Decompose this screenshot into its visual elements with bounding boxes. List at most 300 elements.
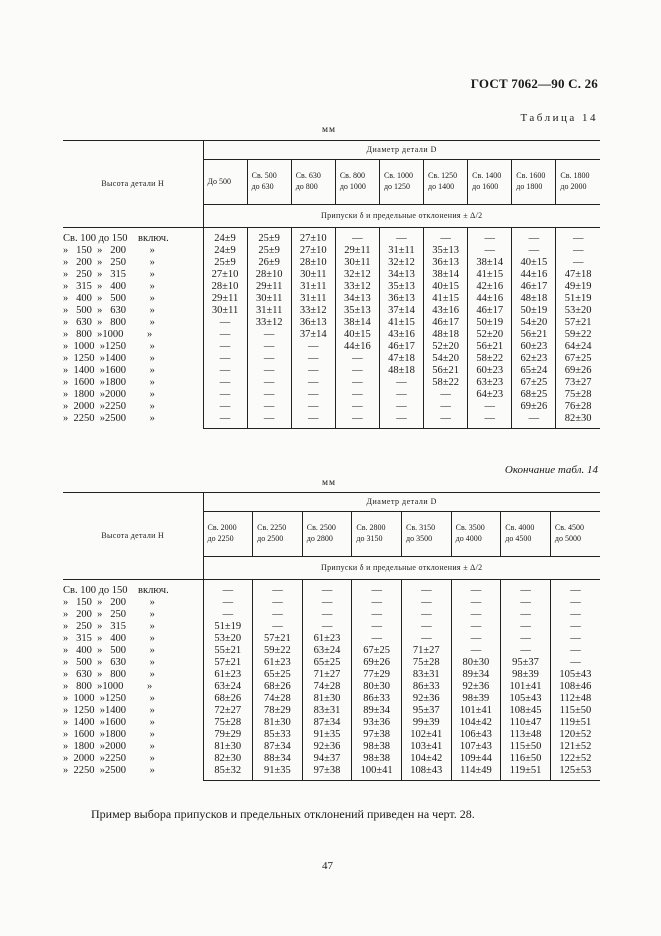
table-cell: 61±23 — [203, 669, 253, 681]
table-cell: — — [424, 413, 468, 429]
table-cell: 60±23 — [468, 365, 512, 377]
table-cell: — — [335, 401, 379, 413]
table-cell: — — [291, 413, 335, 429]
table-row — [63, 609, 600, 621]
table-cell: — — [247, 365, 291, 377]
table-cell: 53±20 — [556, 305, 600, 317]
table-cell: 87±34 — [302, 717, 352, 729]
table-title-continued: Окончание табл. 14 — [504, 464, 598, 476]
table-cell: 97±38 — [352, 729, 402, 741]
table-cell: 98±39 — [501, 669, 551, 681]
table-cell: 27±10 — [291, 228, 335, 246]
table-cell: 92±36 — [402, 693, 452, 705]
table-cell: — — [550, 621, 600, 633]
table-cell: 89±34 — [352, 705, 402, 717]
table-cell: 104±42 — [451, 717, 501, 729]
table-cell: 122±52 — [550, 753, 600, 765]
table-row — [63, 413, 600, 429]
table-cell: 69±26 — [556, 365, 600, 377]
row-label: » 315 » 400 » — [63, 281, 155, 292]
table-row — [63, 681, 600, 693]
row-label: » 500 » 630 » — [63, 657, 155, 668]
table-cell: 115±50 — [501, 741, 551, 753]
column-header-line: до 2250 — [207, 534, 234, 543]
table-cell: — — [556, 228, 600, 246]
table-cell: 40±15 — [424, 281, 468, 293]
table-cell: 101±41 — [451, 705, 501, 717]
table-cell: 115±50 — [550, 705, 600, 717]
table-cell: — — [247, 377, 291, 389]
row-label: » 1800 »2000 » — [63, 741, 155, 752]
footnote-text: Пример выбора припусков и предельных отклонений приведен на черт. 28. — [91, 807, 475, 821]
table-cell: 31±11 — [247, 305, 291, 317]
table-row — [63, 729, 600, 741]
table-cell: 77±29 — [352, 669, 402, 681]
column-header — [556, 160, 600, 205]
table-cell: 64±24 — [556, 341, 600, 353]
table-cell: — — [291, 365, 335, 377]
row-label: Св. 100 до 150 включ. — [63, 233, 169, 244]
table-cell: 50±19 — [468, 317, 512, 329]
row-label: » 1400 »1600 » — [63, 365, 155, 376]
table-cell: — — [379, 389, 423, 401]
table-cell: — — [424, 389, 468, 401]
table-cell: — — [247, 353, 291, 365]
table-cell: 57±21 — [203, 657, 253, 669]
table-cell: 75±28 — [556, 389, 600, 401]
table-cell: — — [550, 645, 600, 657]
table-cell: — — [451, 633, 501, 645]
column-header-line: Св. 1000 — [383, 171, 414, 181]
table-cell: 34±13 — [379, 269, 423, 281]
table-cell: 51±19 — [203, 621, 253, 633]
table-cell: 107±43 — [451, 741, 501, 753]
table-row — [63, 365, 600, 377]
table-cell: 33±12 — [291, 305, 335, 317]
table-cell: 27±10 — [203, 269, 247, 281]
table-cell: 28±10 — [203, 281, 247, 293]
table-cell: — — [247, 341, 291, 353]
table-cell: — — [247, 329, 291, 341]
table-cell: 98±39 — [451, 693, 501, 705]
table-cell: 43±16 — [424, 305, 468, 317]
table-row — [63, 717, 600, 729]
table-cell: — — [203, 389, 247, 401]
table-cell: — — [424, 228, 468, 246]
table-cell: 24±9 — [203, 228, 247, 246]
table-cell: 81±30 — [253, 717, 303, 729]
column-header-line: Св. 2250 — [257, 523, 287, 533]
table-cell: 40±15 — [335, 329, 379, 341]
table-cell: 69±26 — [352, 657, 402, 669]
table-cell: 47±18 — [556, 269, 600, 281]
column-header-line: до 2000 — [560, 182, 587, 191]
row-label: » 150 » 200 » — [63, 597, 155, 608]
table-cell: — — [203, 580, 253, 598]
table-cell: 57±21 — [556, 317, 600, 329]
row-label: » 1000 »1250 » — [63, 341, 155, 352]
table-cell: 47±18 — [379, 353, 423, 365]
table-cell: 46±17 — [468, 305, 512, 317]
table-cell: 54±20 — [424, 353, 468, 365]
table-cell: 74±28 — [253, 693, 303, 705]
column-header-line: до 630 — [251, 182, 274, 191]
table-cell: — — [203, 377, 247, 389]
column-header-line: Св. 3500 — [455, 523, 485, 533]
table-row — [63, 741, 600, 753]
table-cell: 64±23 — [468, 389, 512, 401]
table-cell: — — [302, 609, 352, 621]
table-cell: 69±26 — [512, 401, 556, 413]
table-cell: 75±28 — [203, 717, 253, 729]
table-cell: 110±47 — [501, 717, 551, 729]
table-row — [63, 753, 600, 765]
table-cell: 41±15 — [424, 293, 468, 305]
table-cell: 76±28 — [556, 401, 600, 413]
table-cell: 92±36 — [302, 741, 352, 753]
column-header — [203, 512, 253, 557]
unit-label: мм — [322, 125, 337, 135]
table-cell: 52±20 — [468, 329, 512, 341]
table-cell: 108±43 — [402, 765, 452, 781]
table-cell: 41±15 — [379, 317, 423, 329]
table-cell: 35±13 — [379, 281, 423, 293]
table-cell: — — [335, 389, 379, 401]
table-cell: 44±16 — [335, 341, 379, 353]
table-cell: 36±13 — [424, 257, 468, 269]
row-label: » 1800 »2000 » — [63, 389, 155, 400]
table-row — [63, 245, 600, 257]
table-cell: — — [302, 580, 352, 598]
allowance-header: Припуски δ и предельные отклонения ± Δ/2 — [203, 205, 600, 228]
table-cell: — — [501, 580, 551, 598]
table-cell: — — [203, 609, 253, 621]
table-cell: 31±11 — [379, 245, 423, 257]
column-header-line: до 1250 — [383, 182, 411, 191]
table-cell: — — [550, 657, 600, 669]
table-cell: 72±27 — [203, 705, 253, 717]
table-cell: 30±11 — [335, 257, 379, 269]
table-cell: — — [291, 353, 335, 365]
table-cell: 91±35 — [253, 765, 303, 781]
table-cell: 52±20 — [424, 341, 468, 353]
table-cell: 75±28 — [402, 657, 452, 669]
table-row — [63, 401, 600, 413]
column-header-line: до 3500 — [406, 534, 433, 543]
table-cell: — — [379, 377, 423, 389]
table-cell: — — [379, 401, 423, 413]
table-cell: 27±10 — [291, 245, 335, 257]
table-cell: 67±25 — [556, 353, 600, 365]
diameter-header: Диаметр детали D — [203, 141, 600, 160]
table-row — [63, 257, 600, 269]
row-label: » 1250 »1400 » — [63, 705, 155, 716]
table-cell: — — [550, 597, 600, 609]
table-cell: 88±34 — [253, 753, 303, 765]
table-cell: 99±39 — [402, 717, 452, 729]
table-cell: 71±27 — [402, 645, 452, 657]
table-cell: 35±13 — [335, 305, 379, 317]
table-cell: 81±30 — [203, 741, 253, 753]
column-header — [247, 160, 291, 205]
table-cell: 57±21 — [253, 633, 303, 645]
table-cell: 63±23 — [468, 377, 512, 389]
table-cell: 44±16 — [512, 269, 556, 281]
row-label: » 2000 »2250 » — [63, 401, 155, 412]
table-cell: 65±25 — [302, 657, 352, 669]
table-cell: 56±21 — [468, 341, 512, 353]
table-cell: 80±30 — [451, 657, 501, 669]
row-label: » 800 »1000 » — [63, 681, 153, 692]
table-cell: — — [203, 353, 247, 365]
table-cell: 82±30 — [556, 413, 600, 429]
table-cell: 50±19 — [512, 305, 556, 317]
table-cell: 89±34 — [451, 669, 501, 681]
table-cell: 92±36 — [451, 681, 501, 693]
table-cell: — — [451, 597, 501, 609]
column-header-line: до 1600 — [472, 182, 499, 191]
table-cell: 80±30 — [352, 681, 402, 693]
table-cell: — — [451, 621, 501, 633]
table-cell: — — [352, 609, 402, 621]
table-cell: 40±15 — [512, 257, 556, 269]
unit-label: мм — [322, 478, 337, 488]
table-cell: 29±11 — [247, 281, 291, 293]
column-header-line: до 1000 — [339, 182, 366, 191]
column-header-line: Св. 2000 — [207, 523, 237, 533]
table-cell: — — [501, 621, 551, 633]
table-cell: 35±13 — [424, 245, 468, 257]
table-cell: — — [501, 609, 551, 621]
column-header-line: до 3150 — [356, 534, 383, 543]
table-cell: — — [512, 245, 556, 257]
allowance-table-2 — [63, 492, 600, 781]
table-cell: — — [291, 401, 335, 413]
table-cell: 85±33 — [253, 729, 303, 741]
table-cell: 71±27 — [302, 669, 352, 681]
table-cell: 74±28 — [302, 681, 352, 693]
column-header — [253, 512, 303, 557]
table-row — [63, 389, 600, 401]
table-cell: 100±41 — [352, 765, 402, 781]
table-cell: — — [451, 580, 501, 598]
table-cell: 114±49 — [451, 765, 501, 781]
height-header: Высота детали H — [63, 493, 203, 580]
allowance-header: Припуски δ и предельные отклонения ± Δ/2 — [203, 557, 600, 580]
table-cell: 58±22 — [424, 377, 468, 389]
table-row — [63, 293, 600, 305]
table-cell: 68±25 — [512, 389, 556, 401]
column-header — [203, 160, 247, 205]
table-cell: — — [352, 621, 402, 633]
table-cell: — — [512, 413, 556, 429]
table-cell: 85±32 — [203, 765, 253, 781]
row-label: » 400 » 500 » — [63, 293, 155, 304]
table-cell: — — [203, 401, 247, 413]
column-header-line: Св. 800 — [339, 171, 365, 181]
table-cell: 59±22 — [253, 645, 303, 657]
column-header — [352, 512, 402, 557]
column-header-line: до 1400 — [428, 182, 455, 191]
table-cell: 38±14 — [468, 257, 512, 269]
table-cell: — — [402, 633, 452, 645]
row-label: » 250 » 315 » — [63, 621, 155, 632]
row-label: » 630 » 800 » — [63, 669, 155, 680]
table-cell: — — [253, 597, 303, 609]
table-cell: 42±16 — [468, 281, 512, 293]
table-cell: — — [291, 341, 335, 353]
table-cell: 83±31 — [402, 669, 452, 681]
column-header — [291, 160, 335, 205]
row-label: » 1600 »1800 » — [63, 377, 155, 388]
table-cell: 121±52 — [550, 741, 600, 753]
column-header-line: Св. 2800 — [356, 523, 386, 533]
column-header-line: Св. 3150 — [406, 523, 436, 533]
column-header — [451, 512, 501, 557]
column-header-line: Св. 1800 — [560, 171, 590, 181]
row-label: » 250 » 315 » — [63, 269, 155, 280]
table-cell: — — [501, 633, 551, 645]
table-cell: 53±20 — [203, 633, 253, 645]
table-cell: 49±19 — [556, 281, 600, 293]
table-cell: 87±34 — [253, 741, 303, 753]
table-row — [63, 281, 600, 293]
table-row — [63, 317, 600, 329]
table-title: Таблица 14 — [520, 112, 598, 124]
column-header-line: до 5000 — [554, 534, 581, 543]
table-row — [63, 269, 600, 281]
page-header: ГОСТ 7062—90 С. 26 — [470, 76, 598, 91]
table-cell: — — [335, 365, 379, 377]
table-cell: 61±23 — [302, 633, 352, 645]
column-header-line: Св. 630 — [295, 171, 321, 181]
table-cell: — — [203, 413, 247, 429]
table-row — [63, 705, 600, 717]
table-cell: — — [512, 228, 556, 246]
table-cell: 65±24 — [512, 365, 556, 377]
table-cell: 98±38 — [352, 741, 402, 753]
table-cell: 106±43 — [451, 729, 501, 741]
table-cell: — — [247, 401, 291, 413]
table-cell: — — [302, 597, 352, 609]
table-row — [63, 377, 600, 389]
table-cell: — — [203, 341, 247, 353]
column-header-line: Св. 1250 — [428, 171, 458, 181]
row-label: » 315 » 400 » — [63, 633, 155, 644]
table-cell: — — [302, 621, 352, 633]
column-header-line: До 500 — [207, 176, 231, 186]
table-cell: — — [352, 633, 402, 645]
column-header — [501, 512, 551, 557]
table-cell: 46±17 — [379, 341, 423, 353]
table-cell: 36±13 — [291, 317, 335, 329]
table-cell: 93±36 — [352, 717, 402, 729]
table-cell: 28±10 — [291, 257, 335, 269]
table-cell: 58±22 — [468, 353, 512, 365]
table-cell: — — [550, 609, 600, 621]
column-header-line: Св. 1400 — [472, 171, 502, 181]
row-label: » 2250 »2500 » — [63, 413, 155, 425]
table-cell: — — [253, 580, 303, 598]
table-cell: 55±21 — [203, 645, 253, 657]
allowance-table-1 — [63, 140, 600, 429]
table-row — [63, 305, 600, 317]
table-cell: 51±19 — [556, 293, 600, 305]
table-cell: 25±9 — [203, 257, 247, 269]
table-cell: 43±16 — [379, 329, 423, 341]
row-label: » 800 »1000 » — [63, 329, 153, 340]
column-header — [468, 160, 512, 205]
table-cell: 119±51 — [550, 717, 600, 729]
table-cell: 81±30 — [302, 693, 352, 705]
table-cell: 30±11 — [291, 269, 335, 281]
table-cell: 41±15 — [468, 269, 512, 281]
table-cell: — — [501, 597, 551, 609]
table-cell: 105±43 — [550, 669, 600, 681]
column-header-line: Св. 4000 — [505, 523, 535, 533]
table-cell: — — [291, 389, 335, 401]
row-label: » 400 » 500 » — [63, 645, 155, 656]
table-cell: 30±11 — [247, 293, 291, 305]
table-cell: — — [203, 317, 247, 329]
row-label: » 1400 »1600 » — [63, 717, 155, 728]
table-cell: 67±25 — [352, 645, 402, 657]
table-cell: — — [550, 633, 600, 645]
table-cell: 98±38 — [352, 753, 402, 765]
column-header — [402, 512, 452, 557]
table-cell: 28±10 — [247, 269, 291, 281]
table-cell: 86±33 — [352, 693, 402, 705]
table-cell: — — [291, 377, 335, 389]
table-row — [63, 580, 600, 598]
table-cell: 34±13 — [335, 293, 379, 305]
table-cell: 46±17 — [512, 281, 556, 293]
table-row — [63, 645, 600, 657]
table-cell: — — [352, 597, 402, 609]
row-label: » 2250 »2500 » — [63, 765, 155, 777]
table-cell: 48±18 — [424, 329, 468, 341]
table-cell: — — [335, 413, 379, 429]
row-label: » 630 » 800 » — [63, 317, 155, 328]
table-cell: 68±26 — [203, 693, 253, 705]
table-cell: 86±33 — [402, 681, 452, 693]
table-cell: 29±11 — [335, 245, 379, 257]
table-cell: 61±23 — [253, 657, 303, 669]
table-cell: — — [203, 329, 247, 341]
table-cell: 91±35 — [302, 729, 352, 741]
table-row — [63, 353, 600, 365]
table-cell: — — [352, 580, 402, 598]
table-cell: — — [203, 365, 247, 377]
column-header — [335, 160, 379, 205]
row-label: » 2000 »2250 » — [63, 753, 155, 764]
table-cell: 59±22 — [556, 329, 600, 341]
table-cell: 101±41 — [501, 681, 551, 693]
table-cell: 56±21 — [512, 329, 556, 341]
table-cell: 25±9 — [247, 228, 291, 246]
table-cell: 48±18 — [379, 365, 423, 377]
table-cell: 102±41 — [402, 729, 452, 741]
table-cell: 79±29 — [203, 729, 253, 741]
table-row — [63, 669, 600, 681]
row-label: » 200 » 250 » — [63, 609, 155, 620]
table-cell: 30±11 — [203, 305, 247, 317]
table-cell: 103±41 — [402, 741, 452, 753]
table-cell: — — [402, 580, 452, 598]
table-cell: 119±51 — [501, 765, 551, 781]
table-cell: 48±18 — [512, 293, 556, 305]
table-cell: 24±9 — [203, 245, 247, 257]
